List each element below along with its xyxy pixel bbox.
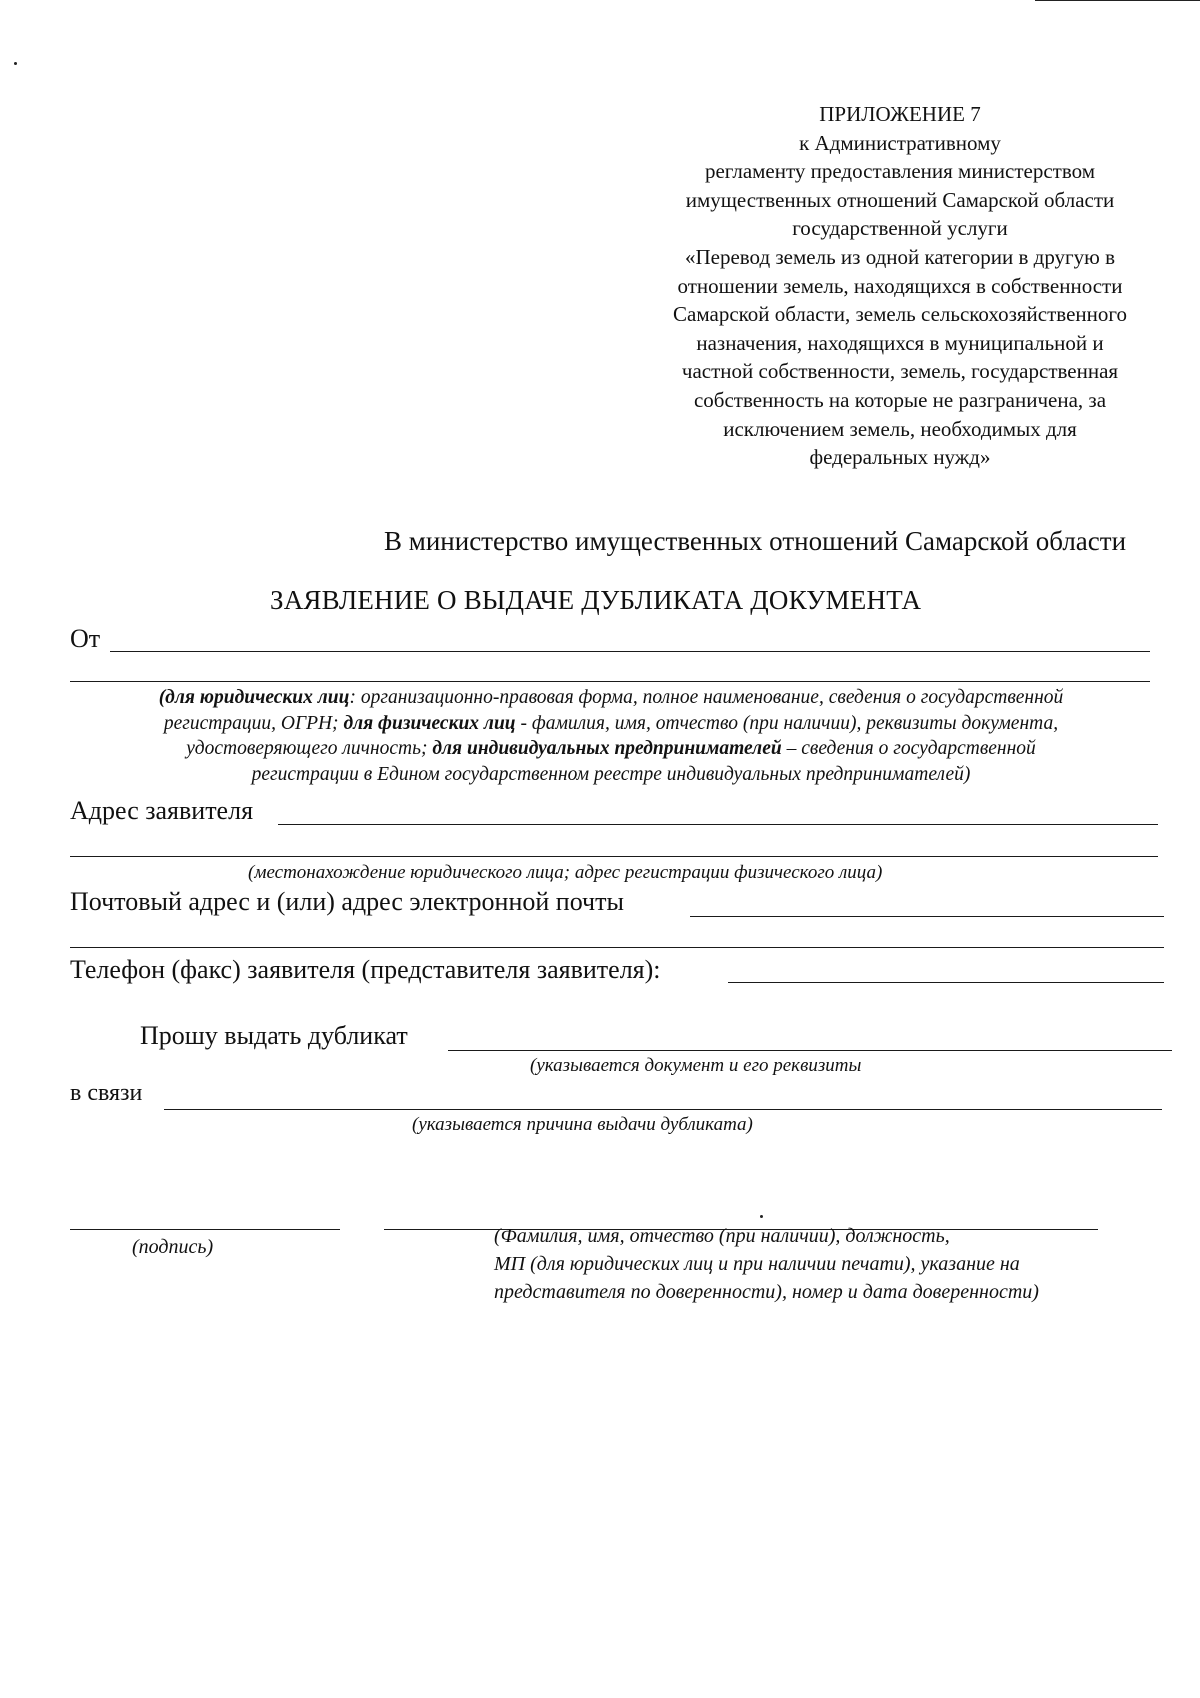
document-title: ЗАЯВЛЕНИЕ О ВЫДАЧЕ ДУБЛИКАТА ДОКУМЕНТА [270,585,922,615]
appendix-line: частной собственности, земель, государственная [681,359,1119,384]
reason-hint: (указывается причина выдачи дубликата) [412,1114,753,1135]
hint-text: удостоверяющего личность; [186,738,433,759]
from-label: От [70,624,101,653]
appendix-line: «Перевод земель из одной категории в другую в [684,244,1116,269]
name-hint [494,1222,1039,1306]
from-field[interactable] [110,651,1150,652]
hint-text: – сведения о государственной [781,738,1036,759]
request-label: Прошу выдать дубликат [140,1021,408,1050]
appendix-line: федеральных нужд» [809,445,991,470]
name-hint-line: МП (для юридических лиц и при наличии печати), указание на [494,1253,1020,1275]
postal-field-line-2[interactable] [70,947,1164,948]
phone-label: Телефон (факс) заявителя (представителя заявителя): [70,955,661,984]
appendix-header [620,100,1180,472]
appendix-line: отношении земель, находящихся в собственности [677,273,1123,298]
hint-text: регистрации в Едином государственном реестре индивидуальных предпринимателей) [251,763,971,785]
address-label: Адрес заявителя [70,796,254,825]
reason-field[interactable] [164,1109,1162,1110]
hint-text: регистрации, ОГРН; [163,712,344,734]
appendix-line: регламенту предоставления министерством [704,159,1096,184]
signature-field[interactable] [70,1229,340,1230]
hint-bold: (для юридических лиц [158,687,350,708]
request-field[interactable] [448,1050,1172,1051]
address-field[interactable] [278,824,1158,825]
address-field-line-2[interactable] [70,856,1158,857]
addressee: В министерство имущественных отношений Самарской области [384,526,1127,556]
hint-bold: для физических лиц [343,712,516,734]
scan-speck [760,1215,763,1218]
hint-bold: для индивидуальных предпринимателей [432,738,782,759]
reason-label: в связи [70,1080,143,1106]
scan-speck [14,62,17,65]
phone-field[interactable] [728,982,1164,983]
hint-text: : организационно-правовая форма, полное наименование, сведения о государственной [349,687,1064,708]
postal-label: Почтовый адрес и (или) адрес электронной почты [70,887,624,916]
from-field-line-2[interactable] [70,681,1150,682]
scan-corner-line [1035,0,1200,1]
appendix-line: имущественных отношений Самарской области [685,187,1115,212]
signature-hint: (подпись) [132,1236,214,1258]
appendix-line: ПРИЛОЖЕНИЕ 7 [819,102,981,126]
appendix-line: Самарской области, земель сельскохозяйственного [673,302,1127,327]
appendix-line: собственность на которые не разграничена, за [693,387,1107,412]
appendix-line: назначения, находящихся в муниципальной и [696,330,1104,355]
name-hint-line: представителя по доверенности), номер и дата доверенности) [494,1281,1039,1303]
appendix-line: к Административному [799,130,1001,155]
appendix-line: государственной услуги [792,216,1008,241]
address-hint: (местонахождение юридического лица; адрес регистрации физического лица) [248,862,883,883]
from-hint [86,685,1136,787]
appendix-line: исключением земель, необходимых для [723,416,1077,441]
request-hint: (указывается документ и его реквизиты [530,1055,862,1076]
hint-text: - фамилия, имя, отчество (при наличии), реквизиты документа, [515,712,1059,734]
postal-field[interactable] [690,916,1164,917]
name-hint-line: (Фамилия, имя, отчество (при наличии), должность, [494,1225,950,1247]
